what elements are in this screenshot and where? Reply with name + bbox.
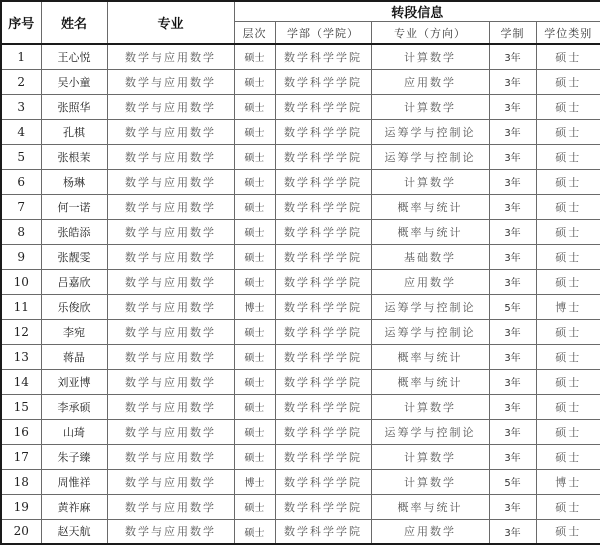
- cell-major: 数学与应用数学: [107, 219, 234, 244]
- table-row: [1, 419, 600, 444]
- cell-level: 硕士: [234, 319, 275, 344]
- table-row: [1, 219, 600, 244]
- table-row: [1, 494, 600, 519]
- cell-direction: 运筹学与控制论: [371, 119, 489, 144]
- cell-degree-type: 硕士: [536, 119, 600, 144]
- table-row: [1, 519, 600, 544]
- cell-level: 硕士: [234, 519, 275, 544]
- cell-major: 数学与应用数学: [107, 294, 234, 319]
- cell-major: 数学与应用数学: [107, 269, 234, 294]
- cell-years: 3年: [489, 394, 536, 419]
- cell-major: 数学与应用数学: [107, 319, 234, 344]
- cell-degree-type: 硕士: [536, 444, 600, 469]
- cell-direction: 计算数学: [371, 169, 489, 194]
- cell-index: 6: [1, 169, 41, 194]
- cell-index: 3: [1, 94, 41, 119]
- cell-degree-type: 硕士: [536, 369, 600, 394]
- header-direction: 专业（方向）: [371, 22, 489, 45]
- table-row: [1, 44, 600, 69]
- cell-index: 12: [1, 319, 41, 344]
- cell-major: 数学与应用数学: [107, 394, 234, 419]
- cell-direction: 计算数学: [371, 394, 489, 419]
- cell-direction: 运筹学与控制论: [371, 144, 489, 169]
- cell-name: 吴小童: [41, 69, 107, 94]
- table-row: [1, 244, 600, 269]
- cell-school: 数学科学学院: [275, 419, 371, 444]
- cell-major: 数学与应用数学: [107, 369, 234, 394]
- cell-years: 3年: [489, 44, 536, 69]
- cell-direction: 运筹学与控制论: [371, 294, 489, 319]
- cell-direction: 计算数学: [371, 469, 489, 494]
- cell-school: 数学科学学院: [275, 219, 371, 244]
- cell-degree-type: 硕士: [536, 194, 600, 219]
- cell-name: 张照华: [41, 94, 107, 119]
- cell-index: 9: [1, 244, 41, 269]
- cell-school: 数学科学学院: [275, 244, 371, 269]
- cell-school: 数学科学学院: [275, 44, 371, 69]
- cell-level: 硕士: [234, 144, 275, 169]
- cell-major: 数学与应用数学: [107, 344, 234, 369]
- cell-major: 数学与应用数学: [107, 94, 234, 119]
- cell-level: 博士: [234, 294, 275, 319]
- cell-years: 3年: [489, 444, 536, 469]
- cell-school: 数学科学学院: [275, 319, 371, 344]
- table-row: [1, 294, 600, 319]
- cell-direction: 概率与统计: [371, 494, 489, 519]
- cell-level: 博士: [234, 469, 275, 494]
- cell-school: 数学科学学院: [275, 169, 371, 194]
- cell-name: 吕嘉欣: [41, 269, 107, 294]
- cell-index: 7: [1, 194, 41, 219]
- cell-major: 数学与应用数学: [107, 244, 234, 269]
- table-body: [1, 44, 600, 544]
- cell-years: 3年: [489, 219, 536, 244]
- cell-major: 数学与应用数学: [107, 494, 234, 519]
- cell-degree-type: 硕士: [536, 344, 600, 369]
- cell-major: 数学与应用数学: [107, 44, 234, 69]
- cell-direction: 概率与统计: [371, 344, 489, 369]
- cell-name: 何一诺: [41, 194, 107, 219]
- cell-degree-type: 博士: [536, 294, 600, 319]
- cell-school: 数学科学学院: [275, 119, 371, 144]
- cell-years: 3年: [489, 94, 536, 119]
- cell-degree-type: 硕士: [536, 419, 600, 444]
- cell-years: 3年: [489, 494, 536, 519]
- cell-school: 数学科学学院: [275, 269, 371, 294]
- table-row: [1, 319, 600, 344]
- cell-school: 数学科学学院: [275, 194, 371, 219]
- cell-major: 数学与应用数学: [107, 194, 234, 219]
- cell-index: 18: [1, 469, 41, 494]
- cell-direction: 应用数学: [371, 269, 489, 294]
- cell-years: 3年: [489, 194, 536, 219]
- table-header: [1, 1, 600, 44]
- cell-direction: 应用数学: [371, 519, 489, 544]
- cell-name: 李承硕: [41, 394, 107, 419]
- cell-level: 硕士: [234, 119, 275, 144]
- table-row: [1, 169, 600, 194]
- cell-school: 数学科学学院: [275, 444, 371, 469]
- header-index: 序号: [1, 1, 41, 44]
- cell-years: 3年: [489, 369, 536, 394]
- cell-level: 硕士: [234, 94, 275, 119]
- cell-school: 数学科学学院: [275, 294, 371, 319]
- cell-major: 数学与应用数学: [107, 169, 234, 194]
- cell-name: 张根茉: [41, 144, 107, 169]
- cell-major: 数学与应用数学: [107, 119, 234, 144]
- cell-direction: 计算数学: [371, 44, 489, 69]
- header-degree-type: 学位类别: [536, 22, 600, 45]
- cell-direction: 应用数学: [371, 69, 489, 94]
- cell-index: 1: [1, 44, 41, 69]
- cell-school: 数学科学学院: [275, 369, 371, 394]
- table-row: [1, 144, 600, 169]
- cell-degree-type: 硕士: [536, 319, 600, 344]
- table-row: [1, 369, 600, 394]
- cell-direction: 运筹学与控制论: [371, 319, 489, 344]
- cell-school: 数学科学学院: [275, 519, 371, 544]
- cell-degree-type: 硕士: [536, 269, 600, 294]
- cell-name: 杨琳: [41, 169, 107, 194]
- cell-school: 数学科学学院: [275, 469, 371, 494]
- cell-level: 硕士: [234, 494, 275, 519]
- cell-degree-type: 硕士: [536, 394, 600, 419]
- cell-level: 硕士: [234, 344, 275, 369]
- cell-years: 3年: [489, 319, 536, 344]
- cell-level: 硕士: [234, 369, 275, 394]
- header-major: 专业: [107, 1, 234, 44]
- cell-major: 数学与应用数学: [107, 144, 234, 169]
- cell-index: 14: [1, 369, 41, 394]
- header-row-top: [1, 1, 600, 22]
- cell-index: 16: [1, 419, 41, 444]
- cell-school: 数学科学学院: [275, 494, 371, 519]
- table-row: [1, 394, 600, 419]
- cell-years: 3年: [489, 419, 536, 444]
- cell-name: 蒋晶: [41, 344, 107, 369]
- cell-index: 11: [1, 294, 41, 319]
- cell-years: 3年: [489, 169, 536, 194]
- cell-name: 乐俊欣: [41, 294, 107, 319]
- cell-direction: 概率与统计: [371, 194, 489, 219]
- cell-major: 数学与应用数学: [107, 519, 234, 544]
- cell-index: 13: [1, 344, 41, 369]
- cell-school: 数学科学学院: [275, 344, 371, 369]
- cell-degree-type: 博士: [536, 469, 600, 494]
- cell-index: 4: [1, 119, 41, 144]
- cell-years: 5年: [489, 294, 536, 319]
- cell-years: 3年: [489, 119, 536, 144]
- cell-level: 硕士: [234, 444, 275, 469]
- cell-degree-type: 硕士: [536, 519, 600, 544]
- table-row: [1, 94, 600, 119]
- cell-name: 王心悦: [41, 44, 107, 69]
- cell-direction: 计算数学: [371, 444, 489, 469]
- cell-direction: 概率与统计: [371, 219, 489, 244]
- cell-index: 20: [1, 519, 41, 544]
- header-level: 层次: [234, 22, 275, 45]
- cell-name: 李宛: [41, 319, 107, 344]
- cell-years: 3年: [489, 519, 536, 544]
- cell-degree-type: 硕士: [536, 169, 600, 194]
- cell-school: 数学科学学院: [275, 94, 371, 119]
- cell-years: 3年: [489, 144, 536, 169]
- cell-name: 张靓雯: [41, 244, 107, 269]
- cell-direction: 概率与统计: [371, 369, 489, 394]
- cell-name: 张皓添: [41, 219, 107, 244]
- cell-degree-type: 硕士: [536, 69, 600, 94]
- cell-years: 5年: [489, 469, 536, 494]
- cell-index: 17: [1, 444, 41, 469]
- cell-degree-type: 硕士: [536, 244, 600, 269]
- cell-name: 刘亚博: [41, 369, 107, 394]
- cell-major: 数学与应用数学: [107, 444, 234, 469]
- cell-level: 硕士: [234, 244, 275, 269]
- cell-years: 3年: [489, 344, 536, 369]
- cell-school: 数学科学学院: [275, 69, 371, 94]
- cell-school: 数学科学学院: [275, 394, 371, 419]
- cell-years: 3年: [489, 244, 536, 269]
- cell-level: 硕士: [234, 69, 275, 94]
- cell-major: 数学与应用数学: [107, 419, 234, 444]
- cell-years: 3年: [489, 269, 536, 294]
- table-row: [1, 469, 600, 494]
- cell-direction: 基础数学: [371, 244, 489, 269]
- cell-direction: 运筹学与控制论: [371, 419, 489, 444]
- header-name: 姓名: [41, 1, 107, 44]
- header-school: 学部（学院）: [275, 22, 371, 45]
- cell-degree-type: 硕士: [536, 94, 600, 119]
- cell-name: 赵天航: [41, 519, 107, 544]
- cell-level: 硕士: [234, 394, 275, 419]
- cell-name: 黄祚麻: [41, 494, 107, 519]
- cell-level: 硕士: [234, 194, 275, 219]
- header-transfer-group: 转段信息: [234, 1, 600, 22]
- cell-name: 周惟祥: [41, 469, 107, 494]
- table-row: [1, 119, 600, 144]
- cell-index: 15: [1, 394, 41, 419]
- table-row: [1, 194, 600, 219]
- cell-major: 数学与应用数学: [107, 469, 234, 494]
- table-row: [1, 444, 600, 469]
- cell-direction: 计算数学: [371, 94, 489, 119]
- cell-level: 硕士: [234, 269, 275, 294]
- cell-years: 3年: [489, 69, 536, 94]
- cell-degree-type: 硕士: [536, 44, 600, 69]
- cell-name: 朱子臻: [41, 444, 107, 469]
- cell-index: 8: [1, 219, 41, 244]
- cell-degree-type: 硕士: [536, 494, 600, 519]
- cell-index: 10: [1, 269, 41, 294]
- cell-level: 硕士: [234, 44, 275, 69]
- cell-level: 硕士: [234, 219, 275, 244]
- table-row: [1, 269, 600, 294]
- table-row: [1, 69, 600, 94]
- cell-index: 19: [1, 494, 41, 519]
- cell-degree-type: 硕士: [536, 219, 600, 244]
- cell-name: 山琦: [41, 419, 107, 444]
- cell-major: 数学与应用数学: [107, 69, 234, 94]
- header-years: 学制: [489, 22, 536, 45]
- cell-index: 2: [1, 69, 41, 94]
- cell-level: 硕士: [234, 419, 275, 444]
- cell-name: 孔棋: [41, 119, 107, 144]
- table-row: [1, 344, 600, 369]
- cell-school: 数学科学学院: [275, 144, 371, 169]
- cell-index: 5: [1, 144, 41, 169]
- cell-level: 硕士: [234, 169, 275, 194]
- cell-degree-type: 硕士: [536, 144, 600, 169]
